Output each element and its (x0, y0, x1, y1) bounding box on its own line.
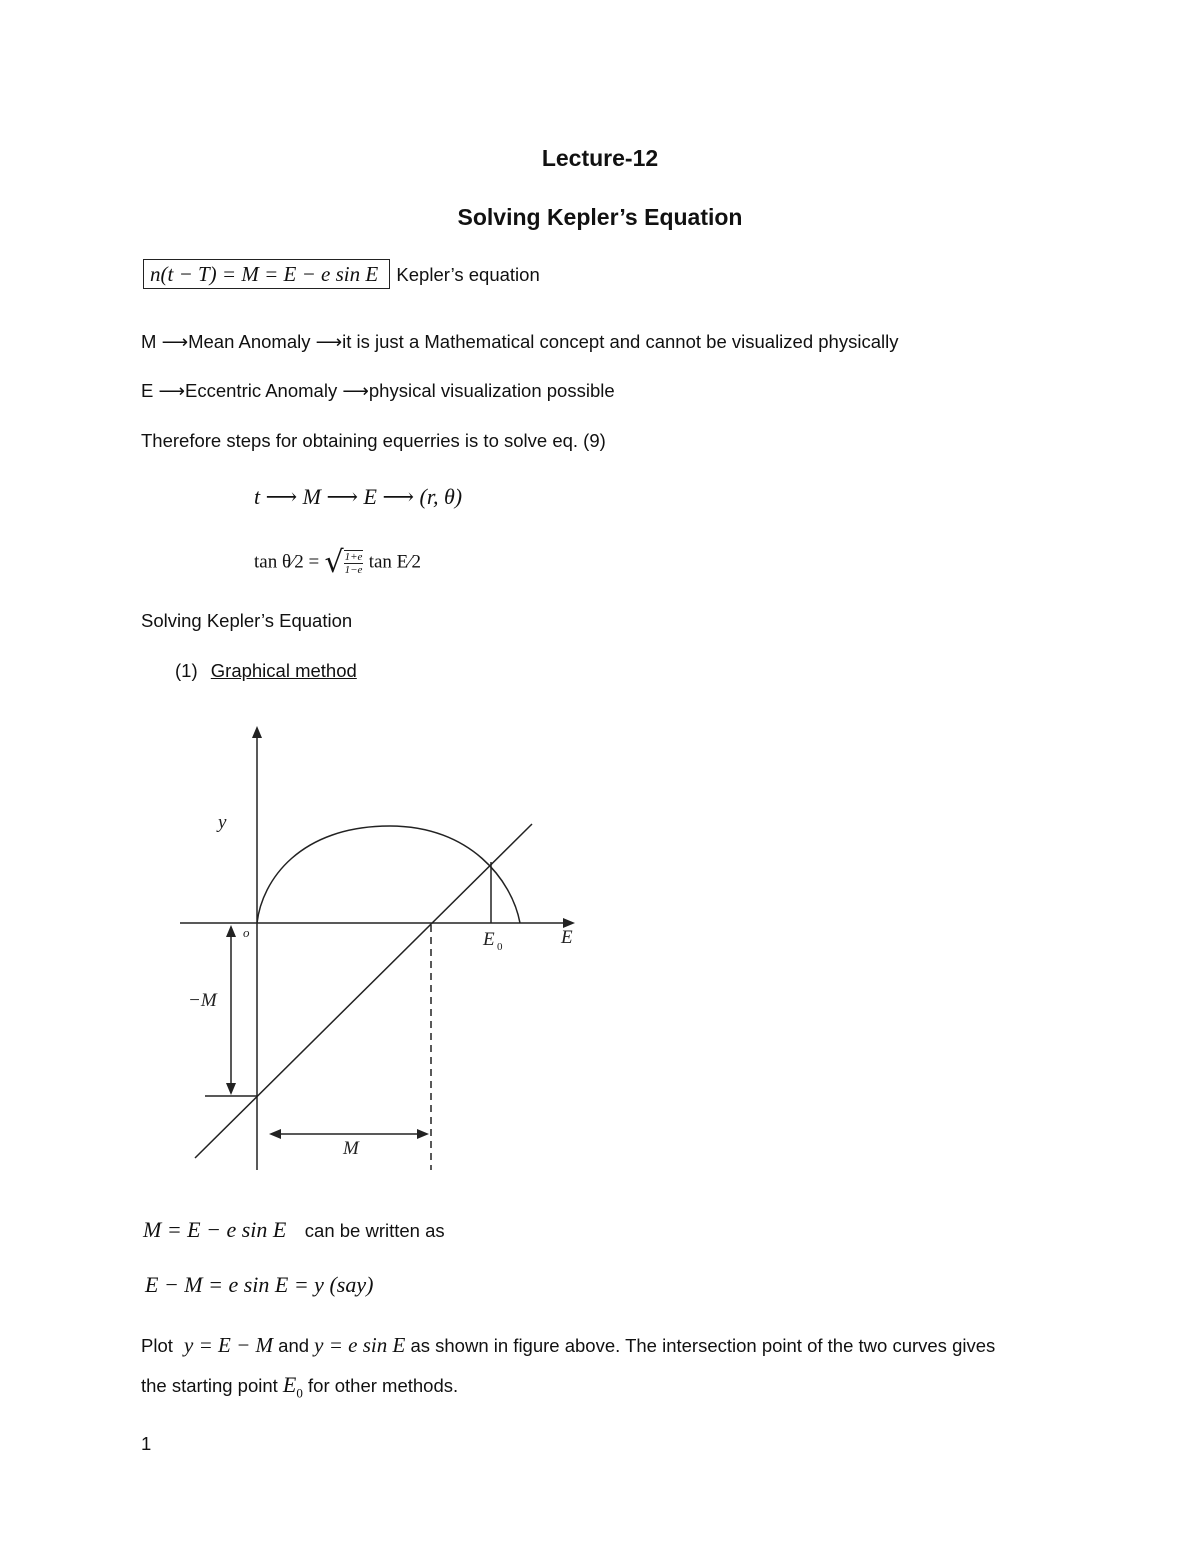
kepler-eq-n: n (150, 262, 161, 286)
neg-m-arrowhead-top (226, 925, 236, 937)
plot-eq-2: y = e sin E (314, 1333, 406, 1357)
sqrt-icon: √ (324, 545, 344, 580)
m-arrowhead-right (417, 1129, 429, 1139)
right-arrow-icon: ⟶ (158, 381, 186, 402)
kepler-eq-rest: (t − T) = M = E − e sin E (160, 262, 379, 286)
neg-m-label: −M (188, 990, 217, 1011)
eccentric-anomaly-symbol: E (141, 380, 154, 401)
plot-and: and (278, 1335, 310, 1356)
anomaly-chain-equation: t ⟶ M ⟶ E ⟶ (r, θ) (254, 484, 463, 509)
tan-left: tan θ⁄2 = (254, 551, 320, 573)
y-axis-arrowhead (252, 726, 262, 738)
plot-word: Plot (141, 1335, 173, 1356)
m-label: M (343, 1138, 359, 1159)
plot-paragraph-line-1 (141, 1333, 995, 1358)
starting-point-e0 (282, 1372, 303, 1401)
starting-point-text: the starting point (141, 1375, 278, 1396)
mean-anomaly-name: Mean Anomaly (188, 331, 311, 352)
m-arrowhead-left (269, 1129, 281, 1139)
method-name: Graphical method (210, 660, 357, 681)
e0-symbol: E (282, 1372, 297, 1397)
right-arrow-icon: ⟶ (161, 332, 189, 353)
origin-label: o (243, 925, 250, 940)
plot-paragraph-line-2 (141, 1372, 458, 1401)
eccentric-anomaly-desc: physical visualization possible (368, 380, 615, 401)
right-arrow-icon: ⟶ (315, 332, 343, 353)
section-heading: Solving Kepler’s Equation (141, 610, 353, 631)
e0-sub: 0 (296, 1385, 303, 1401)
plot-rest: as shown in figure above. The intersection point of the two curves gives (410, 1335, 996, 1356)
rewrite-equation-2: E − M = e sin E = y (say) (145, 1272, 374, 1297)
page-number: 1 (141, 1433, 152, 1454)
page-title: Lecture-12 (541, 145, 659, 171)
page-subtitle: Solving Kepler’s Equation (457, 204, 743, 230)
plot-eq-1: y = E − M (184, 1333, 274, 1357)
e0-label: E (483, 929, 495, 950)
e-axis-label: E (561, 927, 573, 948)
tan-right: tan E⁄2 (368, 551, 421, 573)
kepler-equation-label: Kepler’s equation (396, 264, 540, 285)
mean-anomaly-symbol: M (141, 331, 157, 352)
right-arrow-icon: ⟶ (342, 381, 369, 402)
other-methods-text: for other methods. (308, 1375, 459, 1396)
rewrite-text: can be written as (304, 1220, 445, 1241)
fraction-denominator: 1−e (344, 563, 363, 576)
fraction-numerator: 1+e (344, 550, 363, 563)
method-number: (1) (175, 660, 198, 681)
therefore-text: Therefore steps for obtaining equerries is to solve eq. (9) (141, 430, 606, 451)
rewrite-line (143, 1217, 445, 1243)
neg-m-arrowhead-bottom (226, 1083, 236, 1095)
y-axis-label: y (218, 812, 227, 833)
eccentric-anomaly-name: Eccentric Anomaly (185, 380, 338, 401)
rewrite-equation: M = E − e sin E (143, 1217, 287, 1242)
e-minus-m-line (195, 824, 532, 1158)
e0-subscript: 0 (497, 941, 503, 953)
mean-anomaly-desc: it is just a Mathematical concept and cannot be visualized physically (342, 331, 899, 352)
